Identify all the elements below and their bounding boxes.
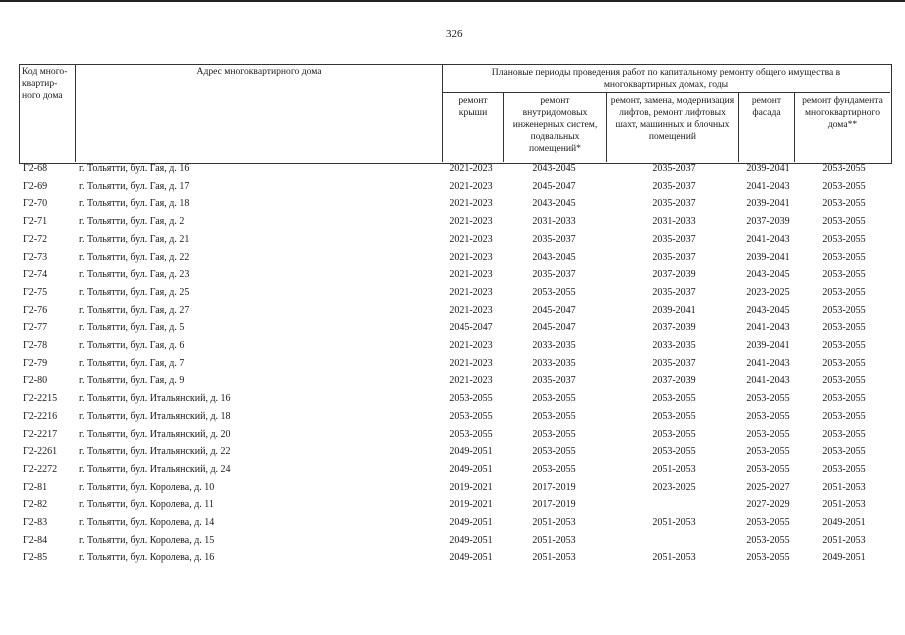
row-engineering: 2053-2055 — [532, 393, 576, 405]
row-engineering: 2033-2035 — [532, 340, 576, 351]
row-engineering: 2045-2047 — [532, 304, 576, 316]
row-engineering: 2053-2055 — [532, 410, 576, 422]
row-foundation: 2051-2053 — [822, 499, 866, 511]
row-lifts: 2053-2055 — [652, 393, 696, 405]
table-row — [0, 249, 905, 266]
header-code: Код много-квартир-ного дома — [22, 66, 68, 101]
row-address: г. Тольятти, бул. Итальянский, д. 18 — [79, 410, 231, 422]
row-engineering: 2045-2047 — [532, 180, 576, 192]
row-address: г. Тольятти, бул. Гая, д. 9 — [79, 375, 185, 387]
row-code: Г2-82 — [23, 499, 48, 511]
top-rule — [0, 0, 905, 2]
row-engineering: 2051-2053 — [532, 517, 576, 528]
page-number: 326 — [446, 28, 463, 40]
row-code: Г2-2216 — [23, 410, 58, 422]
row-foundation: 2053-2055 — [822, 410, 866, 422]
row-foundation: 2053-2055 — [822, 163, 866, 174]
row-lifts: 2035-2037 — [652, 233, 696, 245]
row-foundation: 2049-2051 — [822, 552, 866, 564]
row-code: Г2-75 — [23, 286, 48, 298]
row-code: Г2-69 — [23, 180, 48, 192]
row-foundation: 2053-2055 — [822, 446, 866, 458]
table-row — [0, 178, 905, 195]
row-lifts: 2033-2035 — [652, 340, 696, 351]
row-facade: 2037-2039 — [746, 216, 790, 228]
row-roof: 2021-2023 — [449, 304, 493, 316]
row-engineering: 2053-2055 — [532, 286, 576, 298]
table-row — [0, 496, 905, 513]
table-row — [0, 514, 905, 531]
row-address: г. Тольятти, бул. Гая, д. 6 — [79, 340, 185, 351]
row-code: Г2-77 — [23, 322, 48, 334]
row-lifts: 2051-2053 — [652, 463, 696, 475]
row-address: г. Тольятти, бул. Гая, д. 25 — [79, 286, 190, 298]
header-divider-address — [442, 64, 443, 162]
header-address: Адрес многоквартирного дома — [196, 66, 322, 77]
row-engineering: 2031-2033 — [532, 216, 576, 228]
table-row — [0, 532, 905, 549]
row-code: Г2-78 — [23, 340, 48, 351]
row-roof: 2021-2023 — [449, 216, 493, 228]
header-divider-code — [75, 64, 76, 162]
row-roof: 2053-2055 — [449, 410, 493, 422]
table-row — [0, 549, 905, 566]
row-address: г. Тольятти, бул. Королева, д. 10 — [79, 481, 215, 493]
header-periods-line1: Плановые периоды проведения работ по капитальному ремонту общего имущества в — [491, 67, 841, 78]
row-foundation: 2053-2055 — [822, 198, 866, 210]
table-row — [0, 337, 905, 354]
row-code: Г2-74 — [23, 269, 48, 281]
table-row — [0, 231, 905, 248]
row-facade: 2053-2055 — [746, 463, 790, 475]
row-roof: 2021-2023 — [449, 340, 493, 351]
row-code: Г2-79 — [23, 357, 48, 369]
row-facade: 2039-2041 — [746, 198, 790, 210]
row-address: г. Тольятти, бул. Королева, д. 15 — [79, 534, 215, 546]
row-lifts: 2023-2025 — [652, 481, 696, 493]
row-address: г. Тольятти, бул. Итальянский, д. 24 — [79, 463, 231, 475]
row-code: Г2-85 — [23, 552, 48, 564]
row-facade: 2053-2055 — [746, 446, 790, 458]
table-row — [0, 390, 905, 407]
row-foundation: 2053-2055 — [822, 357, 866, 369]
header-periods-line2: многоквартирных домах, годы — [603, 79, 729, 90]
row-engineering: 2017-2019 — [532, 499, 576, 511]
row-address: г. Тольятти, бул. Гая, д. 17 — [79, 180, 190, 192]
row-address: г. Тольятти, бул. Гая, д. 2 — [79, 216, 185, 228]
row-code: Г2-2215 — [23, 393, 58, 405]
header-divider-periods — [442, 92, 890, 93]
row-foundation: 2053-2055 — [822, 340, 866, 351]
table-row — [0, 426, 905, 443]
row-code: Г2-73 — [23, 251, 48, 263]
row-address: г. Тольятти, бул. Итальянский, д. 22 — [79, 446, 231, 458]
row-roof: 2049-2051 — [449, 446, 493, 458]
row-engineering: 2051-2053 — [532, 534, 576, 546]
row-foundation: 2051-2053 — [822, 534, 866, 546]
row-code: Г2-2272 — [23, 463, 58, 475]
row-lifts: 2035-2037 — [652, 163, 696, 174]
table-row — [0, 461, 905, 478]
row-foundation: 2053-2055 — [822, 428, 866, 440]
row-lifts: 2039-2041 — [652, 304, 696, 316]
row-roof: 2021-2023 — [449, 357, 493, 369]
table-row — [0, 408, 905, 425]
row-code: Г2-70 — [23, 198, 48, 210]
row-engineering: 2051-2053 — [532, 552, 576, 564]
row-address: г. Тольятти, бул. Итальянский, д. 20 — [79, 428, 231, 440]
row-engineering: 2035-2037 — [532, 375, 576, 387]
row-address: г. Тольятти, бул. Гая, д. 5 — [79, 322, 185, 334]
row-foundation: 2053-2055 — [822, 216, 866, 228]
table-row — [0, 355, 905, 372]
row-address: г. Тольятти, бул. Итальянский, д. 16 — [79, 393, 231, 405]
row-foundation: 2051-2053 — [822, 481, 866, 493]
row-facade: 2039-2041 — [746, 163, 790, 174]
row-address: г. Тольятти, бул. Королева, д. 14 — [79, 517, 215, 528]
row-address: г. Тольятти, бул. Гая, д. 23 — [79, 269, 190, 281]
row-facade: 2039-2041 — [746, 340, 790, 351]
row-engineering: 2043-2045 — [532, 163, 576, 174]
row-facade: 2027-2029 — [746, 499, 790, 511]
row-engineering: 2045-2047 — [532, 322, 576, 334]
row-roof: 2019-2021 — [449, 499, 493, 511]
header-foundation: ремонт фундамента многоквартирного дома** — [802, 95, 883, 130]
header-divider-lift — [738, 92, 739, 162]
row-lifts: 2037-2039 — [652, 322, 696, 334]
row-facade: 2053-2055 — [746, 517, 790, 528]
header-divider-eng — [606, 92, 607, 162]
row-engineering: 2033-2035 — [532, 357, 576, 369]
row-code: Г2-71 — [23, 216, 48, 228]
row-lifts: 2035-2037 — [652, 251, 696, 263]
row-facade: 2053-2055 — [746, 428, 790, 440]
row-address: г. Тольятти, бул. Гая, д. 21 — [79, 233, 190, 245]
table-row — [0, 195, 905, 212]
row-code: Г2-81 — [23, 481, 48, 493]
row-code: Г2-84 — [23, 534, 48, 546]
row-facade: 2053-2055 — [746, 410, 790, 422]
table-row — [0, 319, 905, 336]
row-roof: 2021-2023 — [449, 198, 493, 210]
table-row — [0, 302, 905, 319]
row-facade: 2041-2043 — [746, 180, 790, 192]
row-engineering: 2053-2055 — [532, 446, 576, 458]
row-code: Г2-72 — [23, 233, 48, 245]
row-roof: 2021-2023 — [449, 269, 493, 281]
row-roof: 2049-2051 — [449, 534, 493, 546]
row-lifts: 2035-2037 — [652, 198, 696, 210]
row-roof: 2053-2055 — [449, 428, 493, 440]
row-roof: 2053-2055 — [449, 393, 493, 405]
table-row — [0, 284, 905, 301]
table-row — [0, 213, 905, 230]
row-foundation: 2053-2055 — [822, 286, 866, 298]
row-lifts: 2031-2033 — [652, 216, 696, 228]
row-facade: 2041-2043 — [746, 357, 790, 369]
row-lifts: 2035-2037 — [652, 180, 696, 192]
row-foundation: 2053-2055 — [822, 269, 866, 281]
table-row — [0, 372, 905, 389]
row-engineering: 2017-2019 — [532, 481, 576, 493]
row-foundation: 2053-2055 — [822, 463, 866, 475]
row-foundation: 2053-2055 — [822, 233, 866, 245]
row-lifts: 2037-2039 — [652, 269, 696, 281]
row-engineering: 2053-2055 — [532, 428, 576, 440]
row-roof: 2045-2047 — [449, 322, 493, 334]
header-divider-facade — [794, 92, 795, 162]
row-roof: 2049-2051 — [449, 463, 493, 475]
row-lifts: 2037-2039 — [652, 375, 696, 387]
row-facade: 2041-2043 — [746, 233, 790, 245]
row-foundation: 2053-2055 — [822, 304, 866, 316]
row-code: Г2-83 — [23, 517, 48, 528]
row-address: г. Тольятти, бул. Королева, д. 16 — [79, 552, 215, 564]
row-engineering: 2043-2045 — [532, 198, 576, 210]
table-row — [0, 160, 905, 177]
header-roof: ремонт крыши — [458, 95, 488, 118]
table-row — [0, 443, 905, 460]
row-facade: 2039-2041 — [746, 251, 790, 263]
row-address: г. Тольятти, бул. Гая, д. 7 — [79, 357, 185, 369]
row-facade: 2053-2055 — [746, 534, 790, 546]
row-facade: 2025-2027 — [746, 481, 790, 493]
row-roof: 2021-2023 — [449, 180, 493, 192]
row-foundation: 2053-2055 — [822, 251, 866, 263]
table-row — [0, 479, 905, 496]
row-address: г. Тольятти, бул. Гая, д. 22 — [79, 251, 190, 263]
row-facade: 2043-2045 — [746, 304, 790, 316]
row-roof: 2049-2051 — [449, 552, 493, 564]
row-engineering: 2043-2045 — [532, 251, 576, 263]
row-roof: 2049-2051 — [449, 517, 493, 528]
row-roof: 2021-2023 — [449, 233, 493, 245]
header-engineering: ремонт внутридомовых инженерных систем, подвальных помещений* — [512, 95, 598, 154]
row-facade: 2041-2043 — [746, 322, 790, 334]
row-code: Г2-68 — [23, 163, 48, 174]
row-lifts: 2035-2037 — [652, 357, 696, 369]
header-lifts: ремонт, замена, модернизация лифтов, ремонт лифтовых шахт, машинных и блочных помещений — [610, 95, 735, 142]
row-code: Г2-2217 — [23, 428, 58, 440]
row-foundation: 2053-2055 — [822, 180, 866, 192]
row-engineering: 2053-2055 — [532, 463, 576, 475]
row-roof: 2021-2023 — [449, 251, 493, 263]
row-facade: 2023-2025 — [746, 286, 790, 298]
header-divider-roof — [503, 92, 504, 162]
row-facade: 2053-2055 — [746, 393, 790, 405]
row-facade: 2053-2055 — [746, 552, 790, 564]
row-lifts: 2035-2037 — [652, 286, 696, 298]
row-address: г. Тольятти, бул. Гая, д. 18 — [79, 198, 190, 210]
row-foundation: 2053-2055 — [822, 375, 866, 387]
row-facade: 2043-2045 — [746, 269, 790, 281]
row-facade: 2041-2043 — [746, 375, 790, 387]
row-foundation: 2053-2055 — [822, 393, 866, 405]
row-engineering: 2035-2037 — [532, 269, 576, 281]
row-lifts: 2051-2053 — [652, 517, 696, 528]
table-row — [0, 266, 905, 283]
row-lifts: 2053-2055 — [652, 428, 696, 440]
row-code: Г2-80 — [23, 375, 48, 387]
row-code: Г2-2261 — [23, 446, 58, 458]
row-lifts: 2051-2053 — [652, 552, 696, 564]
row-roof: 2021-2023 — [449, 286, 493, 298]
row-roof: 2021-2023 — [449, 163, 493, 174]
row-foundation: 2053-2055 — [822, 322, 866, 334]
header-facade: ремонт фасада — [751, 95, 782, 118]
row-address: г. Тольятти, бул. Королева, д. 11 — [79, 499, 214, 511]
row-code: Г2-76 — [23, 304, 48, 316]
row-roof: 2019-2021 — [449, 481, 493, 493]
row-address: г. Тольятти, бул. Гая, д. 16 — [79, 163, 190, 174]
row-foundation: 2049-2051 — [822, 517, 866, 528]
row-engineering: 2035-2037 — [532, 233, 576, 245]
row-lifts: 2053-2055 — [652, 446, 696, 458]
row-lifts: 2053-2055 — [652, 410, 696, 422]
row-address: г. Тольятти, бул. Гая, д. 27 — [79, 304, 190, 316]
row-roof: 2021-2023 — [449, 375, 493, 387]
